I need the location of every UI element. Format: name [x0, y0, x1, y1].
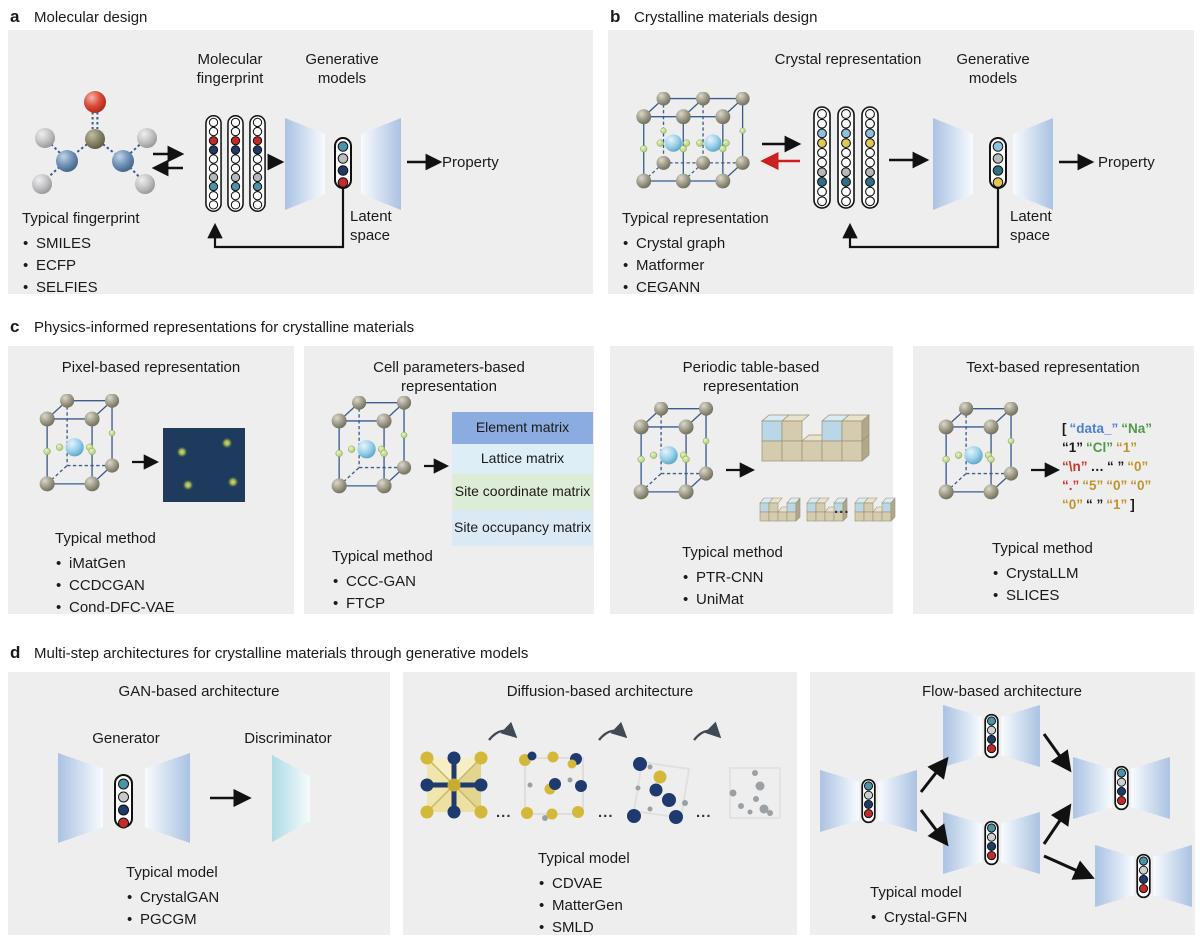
molecule-graphic	[32, 91, 157, 194]
matrix-row-site-coordinate: Site coordinate matrix	[452, 474, 593, 510]
section-title-c: Physics-informed representations for crystalline materials	[34, 319, 415, 336]
section-label-d: d	[10, 643, 21, 662]
code-token: “data_”	[1069, 421, 1119, 436]
encode-decode-arrows	[153, 154, 183, 168]
list-item: • CEGANN	[622, 277, 769, 299]
periodic-table-block-small	[760, 498, 800, 521]
diffusion-stage-4	[730, 768, 781, 818]
cell-parameters-matrix	[452, 412, 593, 546]
list-item: • CCDCGAN	[55, 575, 175, 597]
latent-space-label: Latent space	[350, 208, 392, 244]
code-token: “5”	[1082, 478, 1104, 493]
cell-parameters-title: Cell parameters-based representation	[373, 359, 525, 396]
code-token: “.”	[1062, 478, 1080, 493]
flow-autoencoder-bottom-right	[1095, 845, 1192, 907]
generator-label: Generator	[92, 730, 160, 747]
code-token: “Na”	[1121, 421, 1153, 436]
diffusion-stage-2	[519, 752, 587, 822]
matrix-row-site-occupancy: Site occupancy matrix	[452, 510, 593, 546]
latent-space-label: Latent space	[1010, 208, 1052, 244]
list-item: • SMLD	[538, 917, 630, 939]
code-line	[1062, 457, 1200, 476]
crystal-representation-heading: Crystal representation	[774, 51, 922, 68]
list-item: • UniMat	[682, 589, 783, 611]
diffusion-title: Diffusion-based architecture	[506, 683, 694, 700]
list-item: • SMILES	[22, 233, 140, 255]
list-item: • SELFIES	[22, 277, 140, 299]
cell-parameters-method-list	[332, 548, 433, 615]
crystal-structure-graphic	[939, 402, 1018, 500]
code-token: [	[1062, 421, 1067, 436]
periodic-table-title: Periodic table-based representation	[682, 359, 820, 396]
flow-title: Flow-based architecture	[921, 683, 1083, 700]
pixel-based-method-list	[55, 530, 175, 619]
list-heading: Typical method	[992, 540, 1093, 557]
gan-model-list	[126, 864, 219, 931]
pixel-map-graphic	[163, 428, 245, 502]
code-token: …	[1090, 459, 1104, 474]
list-heading: Typical method	[55, 530, 156, 547]
matrix-row-lattice: Lattice matrix	[452, 444, 593, 474]
generator-graphic	[58, 753, 190, 843]
matrix-row-element: Element matrix	[452, 412, 593, 444]
property-label: Property	[1098, 154, 1155, 171]
code-token: “ ”	[1086, 497, 1104, 512]
code-line	[1062, 419, 1200, 438]
list-item: • PGCGM	[126, 909, 219, 931]
list-item: • CDVAE	[538, 873, 630, 895]
text-representation-code	[1062, 419, 1200, 514]
pixel-based-title: Pixel-based representation	[61, 359, 241, 376]
periodic-table-block-large	[762, 415, 869, 461]
generative-models-heading: Generative models	[305, 51, 379, 88]
list-item: • Cond-DFC-VAE	[55, 597, 175, 619]
encoder-trapezoid	[933, 118, 973, 210]
flow-autoencoder-bottom	[943, 812, 1040, 874]
typical-representation-list	[622, 210, 769, 299]
diffusion-ellipsis: ...	[496, 804, 512, 821]
encoder-trapezoid	[285, 118, 325, 210]
flow-architecture-diagram	[820, 705, 1192, 907]
list-item: • Crystal-GFN	[870, 907, 967, 929]
crystal-structure-graphic	[636, 92, 749, 189]
code-token: “ ”	[1107, 459, 1125, 474]
blocks-ellipsis: ...	[834, 500, 850, 517]
diffusion-ellipsis: ...	[598, 804, 614, 821]
discriminator-label: Discriminator	[244, 730, 332, 747]
molecular-fingerprint-strips	[206, 116, 265, 211]
gan-title: GAN-based architecture	[118, 683, 280, 700]
section-title-a: Molecular design	[34, 9, 148, 26]
section-label-c: c	[10, 317, 20, 336]
discriminator-graphic	[272, 755, 310, 842]
list-item: • Matformer	[622, 255, 769, 277]
flow-autoencoder-right	[1073, 757, 1170, 819]
diffusion-stage-3	[627, 757, 689, 824]
list-item: • CCC-GAN	[332, 571, 433, 593]
flow-autoencoder-top	[943, 705, 1040, 767]
section-title-b: Crystalline materials design	[634, 9, 818, 26]
list-item: • iMatGen	[55, 553, 175, 575]
code-line	[1062, 438, 1200, 457]
text-based-method-list	[992, 540, 1093, 607]
flow-autoencoder-left	[820, 770, 917, 832]
list-heading: Typical method	[332, 548, 433, 565]
code-token: “0”	[1106, 478, 1128, 493]
typical-fingerprint-list	[22, 210, 140, 299]
crystal-representation-strips	[814, 107, 878, 208]
code-token: “Cl”	[1086, 440, 1114, 455]
crystal-structure-graphic	[332, 396, 411, 494]
code-token: “0”	[1062, 497, 1084, 512]
property-label: Property	[442, 154, 499, 171]
decoder-trapezoid	[361, 118, 401, 210]
list-heading: Typical representation	[622, 210, 769, 227]
list-heading: Typical method	[682, 544, 783, 561]
code-line	[1062, 476, 1200, 495]
list-item: • PTR-CNN	[682, 567, 783, 589]
text-based-title: Text-based representation	[966, 359, 1140, 376]
list-heading: Typical fingerprint	[22, 210, 140, 227]
list-item: • ECFP	[22, 255, 140, 277]
list-item: • Crystal graph	[622, 233, 769, 255]
section-label-b: b	[610, 7, 621, 26]
gan-architecture-diagram	[58, 753, 310, 843]
list-heading: Typical model	[538, 850, 630, 867]
code-token: “0”	[1130, 478, 1152, 493]
list-heading: Typical model	[126, 864, 218, 881]
list-item: • MatterGen	[538, 895, 630, 917]
fingerprint-heading: Molecular fingerprint	[196, 51, 264, 88]
cell-parameters-diagram	[332, 396, 446, 494]
text-based-diagram	[939, 402, 1057, 500]
code-token: “0”	[1127, 459, 1149, 474]
list-item: • FTCP	[332, 593, 433, 615]
flow-model-list	[870, 884, 967, 929]
diffusion-ellipsis: ...	[696, 804, 712, 821]
diffusion-model-list	[538, 850, 630, 939]
code-token: “1”	[1106, 497, 1128, 512]
decoder-trapezoid	[1013, 118, 1053, 210]
section-label-a: a	[10, 7, 20, 26]
code-token: “1”	[1062, 440, 1084, 455]
code-token: “\n”	[1062, 459, 1088, 474]
list-item: • CrystalGAN	[126, 887, 219, 909]
diffusion-step-arrows	[489, 731, 719, 740]
periodic-table-diagram	[634, 402, 895, 521]
section-title-d: Multi-step architectures for crystalline materials through generative models	[34, 645, 529, 662]
list-item: • SLICES	[992, 585, 1093, 607]
code-token: “1”	[1116, 440, 1138, 455]
list-heading: Typical model	[870, 884, 962, 901]
crystal-structure-graphic	[40, 394, 119, 492]
generative-models-heading: Generative models	[956, 51, 1030, 88]
crystal-structure-graphic	[634, 402, 713, 500]
list-item: • CrystaLLM	[992, 563, 1093, 585]
diffusion-stage-1	[421, 752, 488, 819]
periodic-table-method-list	[682, 544, 783, 611]
pixel-based-diagram	[40, 394, 245, 502]
code-token: ]	[1130, 497, 1135, 512]
code-line	[1062, 495, 1200, 514]
periodic-table-block-small	[855, 498, 895, 521]
autoencoder	[933, 118, 1053, 210]
